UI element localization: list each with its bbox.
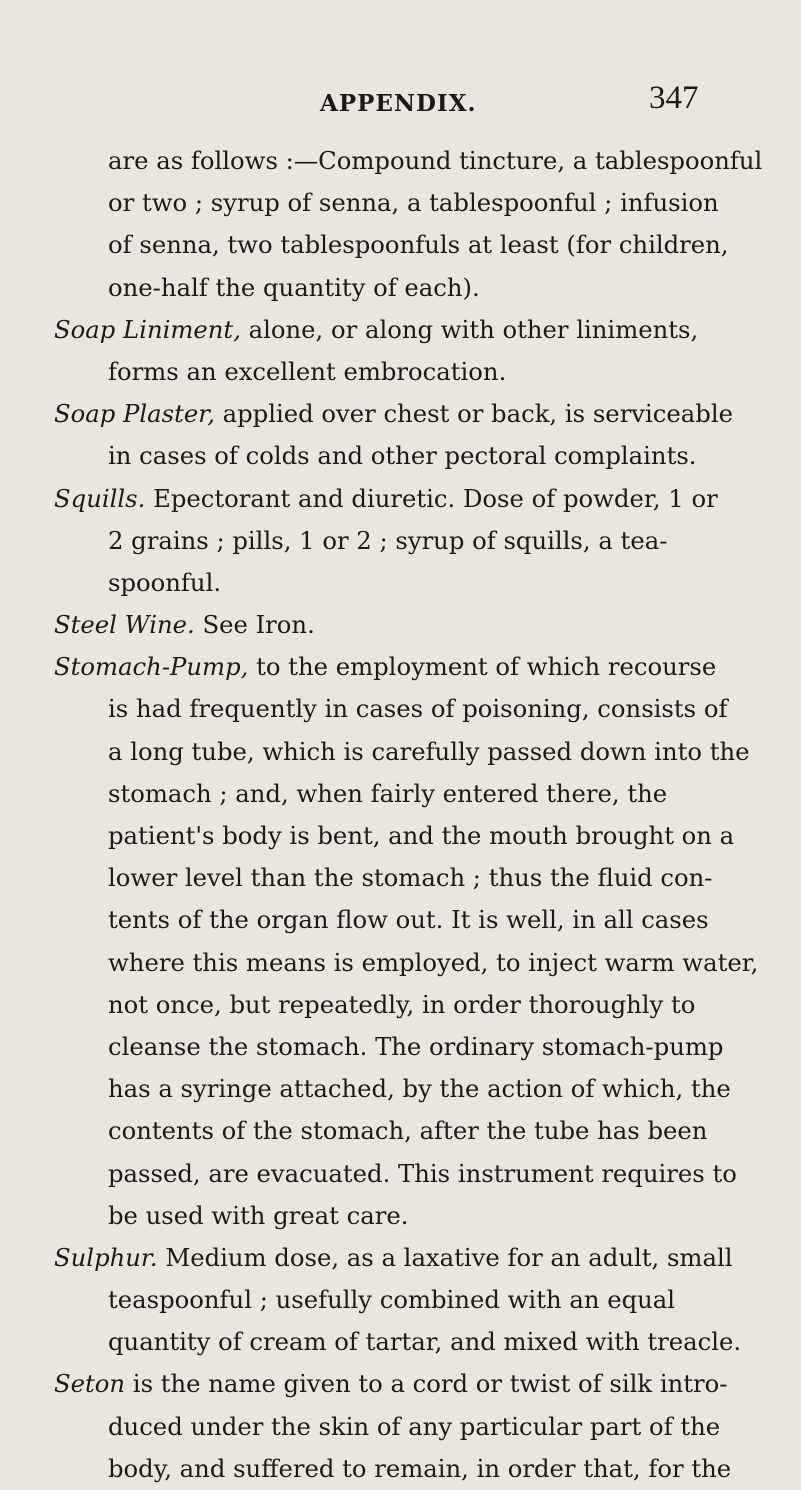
text-line: tents of the organ flow out. It is well, in all cases xyxy=(108,905,709,935)
text-line: body, and suffered to remain, in order that, for the xyxy=(108,1453,732,1483)
text-line: cleanse the stomach. The ordinary stomach-pump xyxy=(108,1031,724,1061)
text-line: of senna, two tablespoonfuls at least (for children, xyxy=(108,230,729,260)
entry-text: Medium dose, as a laxative for an adult, small xyxy=(157,1242,733,1272)
entry-text: Epectorant and diuretic. Dose of powder, 1 or xyxy=(145,483,718,513)
running-title: APPENDIX. xyxy=(320,90,477,117)
text-line: not once, but repeatedly, in order thoroughly to xyxy=(108,989,696,1019)
entry-text: applied over chest or back, is serviceable xyxy=(214,399,733,429)
text-line: where this means is employed, to inject warm water, xyxy=(108,947,759,977)
entry-term: Soap Plaster, xyxy=(54,399,215,429)
entry-term: Soap Liniment, xyxy=(54,314,241,344)
entry-text: See Iron. xyxy=(194,610,315,640)
text-line: passed, are evacuated. This instrument requires to xyxy=(108,1158,737,1188)
text-line: spoonful. xyxy=(108,567,222,597)
text-line: one-half the quantity of each). xyxy=(108,272,480,302)
entry-term: Sulphur. xyxy=(54,1242,158,1272)
text-line: teaspoonful ; usefully combined with an equal xyxy=(108,1285,676,1315)
text-line: duced under the skin of any particular part of the xyxy=(108,1411,721,1441)
text-line: contents of the stomach, after the tube has been xyxy=(108,1116,708,1146)
text-line: has a syringe attached, by the action of which, the xyxy=(108,1074,731,1104)
entry-sulphur xyxy=(54,1237,734,1279)
text-line: be used with great care. xyxy=(108,1200,409,1230)
text-line: 2 grains ; pills, 1 or 2 ; syrup of squills, a tea- xyxy=(108,525,668,555)
entry-steel-wine xyxy=(54,604,734,646)
text-line: in cases of colds and other pectoral complaints. xyxy=(108,441,697,471)
entry-term: Seton xyxy=(54,1369,126,1399)
entry-text: alone, or along with other liniments, xyxy=(240,314,699,344)
entry-term: Stomach-Pump, xyxy=(54,652,249,682)
entry-term: Steel Wine. xyxy=(54,610,195,640)
text-line: are as follows :—Compound tincture, a tablespoonful xyxy=(108,146,763,175)
page-header xyxy=(0,70,801,120)
text-line: lower level than the stomach ; thus the fluid con- xyxy=(108,863,713,893)
entry-stomach-pump xyxy=(54,646,734,688)
entry-soap-plaster xyxy=(54,393,734,435)
text-line: forms an excellent embrocation. xyxy=(108,356,507,386)
entry-term: Squills. xyxy=(54,483,146,513)
body-text xyxy=(54,140,763,1490)
entry-text: to the employment of which recourse xyxy=(248,652,717,682)
text-line: stomach ; and, when fairly entered there, the xyxy=(108,778,668,808)
text-line: quantity of cream of tartar, and mixed with treacle. xyxy=(108,1327,742,1357)
entry-text: is the name given to a cord or twist of silk intro- xyxy=(125,1369,728,1399)
text-line: or two ; syrup of senna, a tablespoonful ; infusion xyxy=(108,188,719,218)
entry-squills xyxy=(54,478,734,520)
entry-seton xyxy=(54,1363,734,1405)
entry-soap-liniment xyxy=(54,309,734,351)
text-line: patient's body is bent, and the mouth brought on a xyxy=(108,821,735,850)
text-line: a long tube, which is carefully passed down into the xyxy=(108,736,750,766)
text-line: is had frequently in cases of poisoning, consists of xyxy=(108,694,728,724)
page-number: 347 xyxy=(649,80,699,116)
